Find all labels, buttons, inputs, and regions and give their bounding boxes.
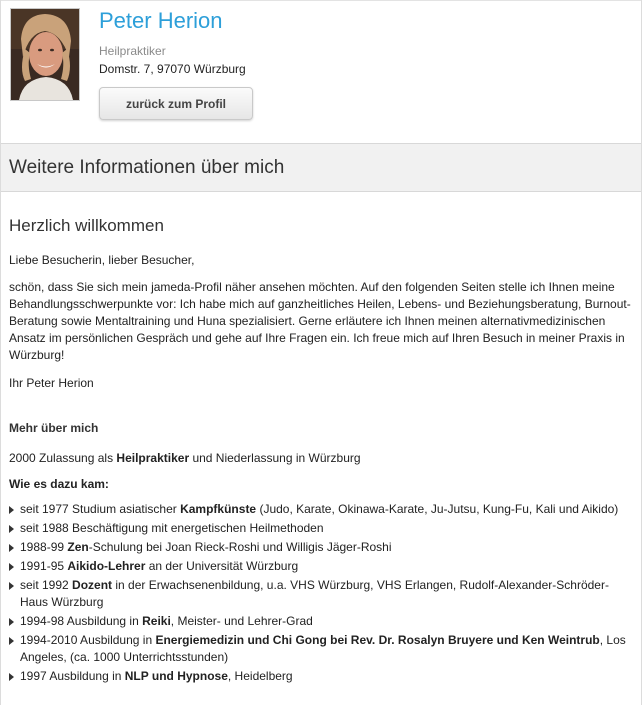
- signature-text: Ihr Peter Herion: [9, 376, 94, 390]
- item-text: 1988-99: [20, 540, 68, 554]
- list-item: [9, 558, 633, 575]
- list-item: [9, 520, 633, 537]
- doctor-name: Peter Herion: [99, 8, 223, 33]
- arrow-bullet-icon: [9, 618, 14, 626]
- item-text-after: -Schulung bei Joan Rieck-Roshi und Willigis Jäger-Roshi: [88, 540, 392, 554]
- list-item: [9, 501, 633, 518]
- arrow-bullet-icon: [9, 544, 14, 552]
- item-text-after: , Meister- und Lehrer-Grad: [170, 614, 313, 628]
- arrow-bullet-icon: [9, 525, 14, 533]
- about-content: [1, 215, 641, 685]
- item-text-after: , Heidelberg: [227, 669, 293, 683]
- license-bold: Heilpraktiker: [116, 451, 190, 465]
- timeline-list: [9, 501, 633, 685]
- license-text-after: und Niederlassung in Würzburg: [189, 451, 361, 465]
- license-line: [9, 450, 633, 467]
- intro-paragraph: schön, dass Sie sich mein jameda-Profil näher ansehen möchten. Auf den folgenden Seiten stelle ich Ihnen meine Behandlungsschwerpunkte vor: Ich habe mich auf ganzheitliches Heilen, Lebens- und Beziehungsberatung, Burnout-Beratung sowie Mentaltraining und Huna spezialisiert. Gerne erläutere ich Ihnen meinen alternativmedizinischen Ansatz im persönlichen Gespräch und gehe auf Ihre Fragen ein. Ich freue mich auf Ihren Besuch in meiner Praxis in Würzburg!: [9, 280, 631, 362]
- list-item: [9, 668, 633, 685]
- license-text: 2000 Zulassung als: [9, 451, 117, 465]
- item-bold: Dozent: [72, 578, 113, 592]
- item-text: 1994-2010 Ausbildung in: [20, 633, 156, 647]
- item-text: seit 1988 Beschäftigung mit energetischen Heilmethoden: [20, 521, 324, 535]
- avatar: [10, 8, 80, 101]
- arrow-bullet-icon: [9, 563, 14, 571]
- arrow-bullet-icon: [9, 637, 14, 645]
- item-bold: Zen: [67, 540, 89, 554]
- item-bold: Kampfkünste: [180, 502, 257, 516]
- item-text-after: in der Erwachsenenbildung, u.a. VHS Würzburg, VHS Erlangen, Rudolf-Alexander-Schröder-Haus Würzburg: [20, 578, 609, 609]
- item-text: seit 1992: [20, 578, 73, 592]
- path-heading: Wie es dazu kam:: [9, 477, 109, 491]
- item-text-after: an der Universität Würzburg: [145, 559, 299, 573]
- arrow-bullet-icon: [9, 506, 14, 514]
- item-text-after: (Judo, Karate, Okinawa-Karate, Ju-Jutsu, Kung-Fu, Kali und Aikido): [256, 502, 619, 516]
- list-item: [9, 613, 633, 630]
- doctor-address: Domstr. 7, 97070 Würzburg: [99, 62, 246, 76]
- more-about-me-heading: Mehr über mich: [9, 421, 99, 435]
- item-text: 1997 Ausbildung in: [20, 669, 125, 683]
- item-text: 1991-95: [20, 559, 68, 573]
- section-heading: Weitere Informationen über mich: [1, 143, 641, 192]
- list-item: [9, 632, 633, 666]
- item-text-after: , Los Angeles, (ca. 1000 Unterrichtsstunden): [20, 633, 626, 664]
- list-item: [9, 577, 633, 611]
- arrow-bullet-icon: [9, 582, 14, 590]
- item-bold: NLP und Hypnose: [124, 669, 228, 683]
- item-text: seit 1977 Studium asiatischer: [20, 502, 181, 516]
- item-text: 1994-98 Ausbildung in: [20, 614, 143, 628]
- back-to-profile-button[interactable]: zurück zum Profil: [99, 87, 253, 120]
- item-bold: Energiemedizin und Chi Gong bei Rev. Dr. Rosalyn Bruyere und Ken Weintrub: [155, 633, 600, 647]
- list-item: [9, 539, 633, 556]
- arrow-bullet-icon: [9, 673, 14, 681]
- portrait-photo: [11, 9, 79, 100]
- profile-header: [1, 0, 641, 143]
- doctor-title: Heilpraktiker: [99, 44, 166, 58]
- item-bold: Reiki: [142, 614, 171, 628]
- item-bold: Aikido-Lehrer: [67, 559, 146, 573]
- greeting-text: Liebe Besucherin, lieber Besucher,: [9, 253, 195, 267]
- welcome-heading: Herzlich willkommen: [9, 216, 164, 235]
